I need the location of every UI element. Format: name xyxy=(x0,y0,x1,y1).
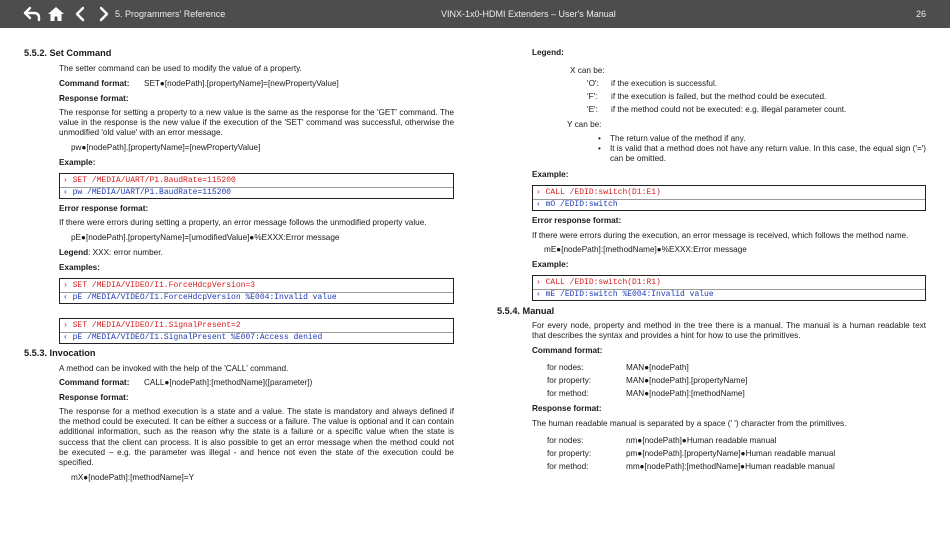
set-command-format: SET●[nodePath].[propertyName]=[newPropertyValue] xyxy=(144,79,339,88)
command-format-label: Command format: xyxy=(532,346,603,355)
code-line-command: › CALL /EDID:switch(D1:R1) xyxy=(536,278,661,287)
code-line-command: › SET /MEDIA/VIDEO/I1.ForceHdcpVersion=3 xyxy=(63,281,256,290)
set-intro: The setter command can be used to modify the value of a property. xyxy=(59,64,302,73)
response-format-label: Response format: xyxy=(59,94,129,103)
response-format-label: Response format: xyxy=(532,404,602,413)
section-title-manual: 5.5.4. Manual xyxy=(497,306,555,316)
x-item-desc: if the execution is successful. xyxy=(611,79,718,88)
cmd-row-value: MAN●[nodePath] xyxy=(626,363,689,372)
resp-row-value: mm●[nodePath]:[methodName]●Human readable manual xyxy=(626,462,835,471)
cmd-row-label: for method: xyxy=(547,389,589,398)
example-label: Example: xyxy=(532,170,569,179)
header-doc-title: VINX-1x0-HDMI Extenders – User's Manual xyxy=(441,9,616,19)
list-item: • It is valid that a method does not have any return value. In this case, the equal sign ('=') can be omitted. xyxy=(610,144,928,164)
code-example-set-error-1 xyxy=(59,278,454,304)
set-response-format: pw●[nodePath].[propertyName]=[newPropertyValue] xyxy=(71,143,261,152)
code-example-call xyxy=(532,185,926,211)
error-response-format-label: Error response format: xyxy=(532,216,622,225)
code-example-set-error-2 xyxy=(59,318,454,344)
legend-label: Legend: xyxy=(532,48,564,57)
call-error-format: mE●[nodePath]:[methodName]●%EXXX:Error message xyxy=(544,245,747,254)
code-line-command: › SET /MEDIA/VIDEO/I1.SignalPresent=2 xyxy=(63,321,241,330)
set-error-text: If there were errors during setting a property, an error message follows the unmodified property value. xyxy=(59,218,427,227)
resp-row-label: for method: xyxy=(547,462,589,471)
code-example-call-error xyxy=(532,275,926,301)
chevron-left-icon[interactable] xyxy=(70,4,90,24)
command-format-label: Command format: xyxy=(59,378,130,387)
code-line-command: › CALL /EDID:switch(D1:E1) xyxy=(536,188,661,197)
resp-row-value: pm●[nodePath].[propertyName]●Human readable manual xyxy=(626,449,836,458)
x-item-code: 'O': xyxy=(587,79,599,88)
list-item: • The return value of the method if any. xyxy=(610,134,928,144)
set-error-format: pE●[nodePath].[propertyName]=[umodifiedValue]●%EXXX:Error message xyxy=(71,233,340,242)
manual-intro: For every node, property and method in the tree there is a manual. The manual is a human readable text that describes the syntax and provides a hint for how to use the primitives. xyxy=(532,321,926,341)
code-line-response: ‹ pE /MEDIA/VIDEO/I1.SignalPresent %E007:Access denied xyxy=(63,333,323,342)
x-item-code: 'E': xyxy=(587,105,598,114)
x-item-desc: if the method could not be executed: e.g. illegal parameter count. xyxy=(611,105,847,114)
code-line-response: ‹ mE /EDID:switch %E004:Invalid value xyxy=(536,290,714,299)
code-line-response: ‹ mO /EDID:switch xyxy=(536,200,618,209)
y-can-be: Y can be: xyxy=(567,120,602,129)
section-title-set-command: 5.5.2. Set Command xyxy=(24,48,112,58)
legend-line: Legend: XXX: error number. xyxy=(59,248,163,257)
invocation-command-format: CALL●[nodePath]:[methodName]([parameter]) xyxy=(144,378,313,387)
x-item-desc: if the execution is failed, but the method could be executed. xyxy=(611,92,827,101)
cmd-row-value: MAN●[nodePath].[propertyName] xyxy=(626,376,748,385)
code-example-set xyxy=(59,173,454,199)
code-line-response: ‹ pw /MEDIA/UART/P1.BaudRate=115200 xyxy=(63,188,232,197)
invocation-intro: A method can be invoked with the help of the 'CALL' command. xyxy=(59,364,289,373)
command-format-label: Command format: xyxy=(59,79,130,88)
example-label: Example: xyxy=(59,158,96,167)
call-error-text: If there were errors during the execution, an error message is received, which follows the method name. xyxy=(532,231,909,240)
x-can-be: X can be: xyxy=(570,66,605,75)
header-bar xyxy=(0,0,950,28)
manual-response-text: The human readable manual is separated by a space (' ') character from the primitives. xyxy=(532,419,847,428)
cmd-row-label: for nodes: xyxy=(547,363,584,372)
error-response-format-label: Error response format: xyxy=(59,204,149,213)
response-format-label: Response format: xyxy=(59,393,129,402)
y-items-list xyxy=(610,134,928,165)
examples-label: Examples: xyxy=(59,263,100,272)
chevron-right-icon[interactable] xyxy=(94,4,114,24)
home-icon[interactable] xyxy=(46,4,66,24)
cmd-row-label: for property: xyxy=(547,376,592,385)
code-line-response: ‹ pE /MEDIA/VIDEO/I1.ForceHdcpVersion %E004:Invalid value xyxy=(63,293,337,302)
page-number: 26 xyxy=(916,9,927,19)
set-response-text: The response for setting a property to a new value is the same as the response for the 'GET' command. The value in the response is the new value if the execution of the 'SET' command was successful, otherwise the unmodified 'old value' with an error message. xyxy=(59,108,454,138)
header-section: 5. Programmers' Reference xyxy=(115,9,226,19)
resp-row-label: for property: xyxy=(547,449,592,458)
resp-row-label: for nodes: xyxy=(547,436,584,445)
cmd-row-value: MAN●[nodePath]:[methodName] xyxy=(626,389,745,398)
invocation-response-format: mX●[nodePath]:[methodName]=Y xyxy=(71,473,195,482)
resp-row-value: nm●[nodePath]●Human readable manual xyxy=(626,436,777,445)
example-label: Example: xyxy=(532,260,569,269)
invocation-response-text: The response for a method execution is a state and a value. The state is mandatory and always defined if the method could be executed. It can be either a success or a failure. The value is optional and it can contain additional information, such as the reason why the state is a failure or a specific value when the state is success that the client can process. It is also possible to get an error message when the method could not be executed – e.g. the parameter was illegal - and hence not even the state of the execution could be specified. xyxy=(59,407,454,468)
section-title-invocation: 5.5.3. Invocation xyxy=(24,348,96,358)
nav-buttons xyxy=(22,4,114,24)
code-line-command: › SET /MEDIA/UART/P1.BaudRate=115200 xyxy=(63,176,236,185)
return-arrow-icon[interactable] xyxy=(22,4,42,24)
x-item-code: 'F': xyxy=(587,92,598,101)
